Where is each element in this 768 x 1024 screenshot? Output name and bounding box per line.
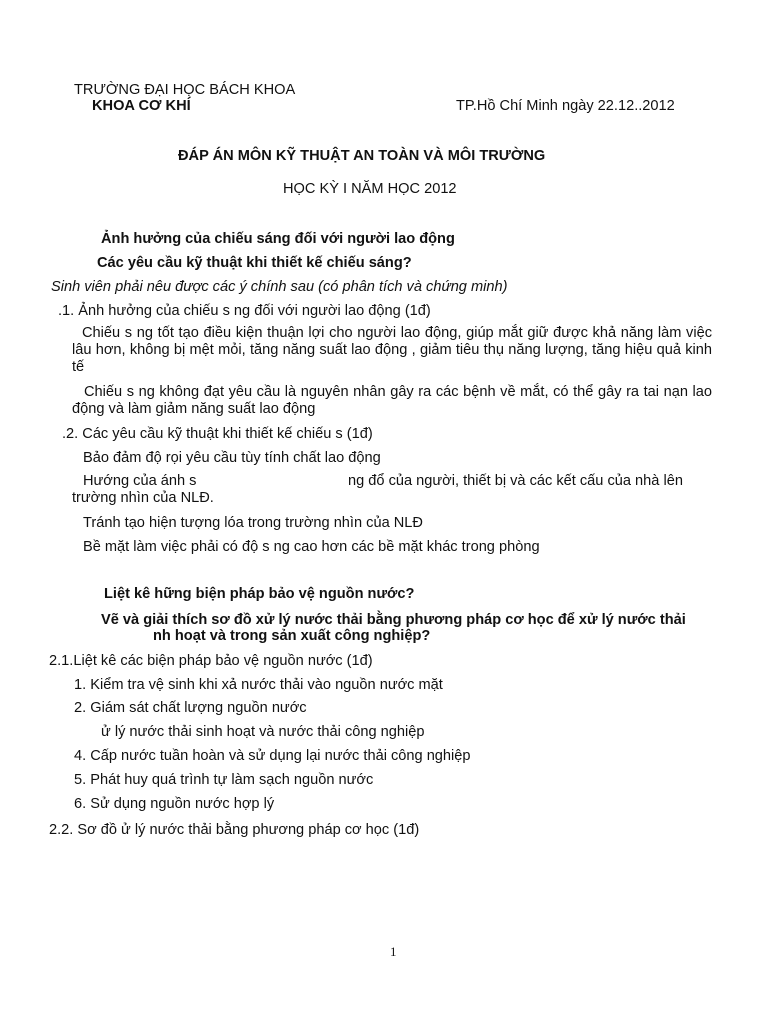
list-item: ử lý nước thải sinh hoạt và nước thải công nghiệp bbox=[101, 724, 425, 740]
list-item: 1. Kiểm tra vệ sinh khi xả nước thải vào nguồn nước mặt bbox=[74, 677, 443, 693]
question2-line2a: Vẽ và giải thích sơ đồ xử lý nước thải bằng phương pháp cơ học để xử lý nước thải bbox=[101, 612, 686, 628]
question1-part2-item1: Bảo đảm độ rọi yêu cầu tùy tính chất lao động bbox=[83, 450, 381, 466]
page-title: ĐÁP ÁN MÔN KỸ THUẬT AN TOÀN VÀ MÔI TRƯỜNG bbox=[178, 148, 546, 164]
question2-line1: Liệt kê hững biện pháp bảo vệ nguồn nước? bbox=[104, 586, 415, 602]
page-number: 1 bbox=[390, 944, 397, 959]
question1-line1: Ảnh hưởng của chiếu sáng đối với người lao động bbox=[101, 231, 455, 247]
question1-part1-paragraph1: Chiếu s ng tốt tạo điều kiện thuận lợi cho người lao động, giúp mắt giữ được khả năng làm việc lâu hơn, không bị mệt mỏi, tăng năng suất lao động , giảm tiêu thụ năng lượng, tăng hiệu quả kinh tế bbox=[72, 325, 712, 375]
list-item: 5. Phát huy quá trình tự làm sạch nguồn nước bbox=[74, 772, 374, 788]
semester-title: HỌC KỲ I NĂM HỌC 2012 bbox=[283, 181, 457, 197]
question1-part2-item2-start: Hướng của ánh s bbox=[83, 473, 197, 489]
question2-line2b: nh hoạt và trong sản xuất công nghiệp? bbox=[153, 628, 431, 644]
question1-part2-heading: .2. Các yêu cầu kỹ thuật khi thiết kế chiếu s (1đ) bbox=[62, 426, 373, 442]
list-item: 4. Cấp nước tuần hoàn và sử dụng lại nước thải công nghiệp bbox=[74, 748, 471, 764]
question2-part2-heading: 2.2. Sơ đồ ử lý nước thải bằng phương pháp cơ học (1đ) bbox=[49, 822, 420, 838]
question1-part2-item2-end: ng đổ của người, thiết bị và các kết cấu của nhà lên bbox=[348, 473, 683, 489]
question1-part1-paragraph2: Chiếu s ng không đạt yêu cầu là nguyên nhân gây ra các bệnh về mắt, có thể gây ra tai nạn lao động và làm giảm năng suất lao động bbox=[72, 384, 712, 417]
list-item: 6. Sử dụng nguồn nước hợp lý bbox=[74, 796, 275, 812]
question1-part2-item2-cont: trường nhìn của NLĐ. bbox=[72, 490, 214, 506]
question1-part2-item4: Bề mặt làm việc phải có độ s ng cao hơn các bề mặt khác trong phòng bbox=[83, 539, 540, 555]
question2-part1-heading: 2.1.Liệt kê các biện pháp bảo vệ nguồn nước (1đ) bbox=[49, 653, 373, 669]
question1-instruction: Sinh viên phải nêu được các ý chính sau (có phân tích và chứng minh) bbox=[51, 279, 508, 295]
faculty-name: KHOA CƠ KHÍ bbox=[92, 98, 191, 114]
question1-part1-heading: .1. Ảnh hưởng của chiếu s ng đối với người lao động (1đ) bbox=[58, 303, 431, 319]
question1-part2-item3: Tránh tạo hiện tượng lóa trong trường nhìn của NLĐ bbox=[83, 515, 423, 531]
place-date: TP.Hồ Chí Minh ngày 22.12..2012 bbox=[456, 98, 675, 114]
question1-line2: Các yêu cầu kỹ thuật khi thiết kế chiếu sáng? bbox=[97, 255, 412, 271]
list-item: 2. Giám sát chất lượng nguồn nước bbox=[74, 700, 307, 716]
school-name: TRƯỜNG ĐẠI HỌC BÁCH KHOA bbox=[74, 82, 296, 98]
